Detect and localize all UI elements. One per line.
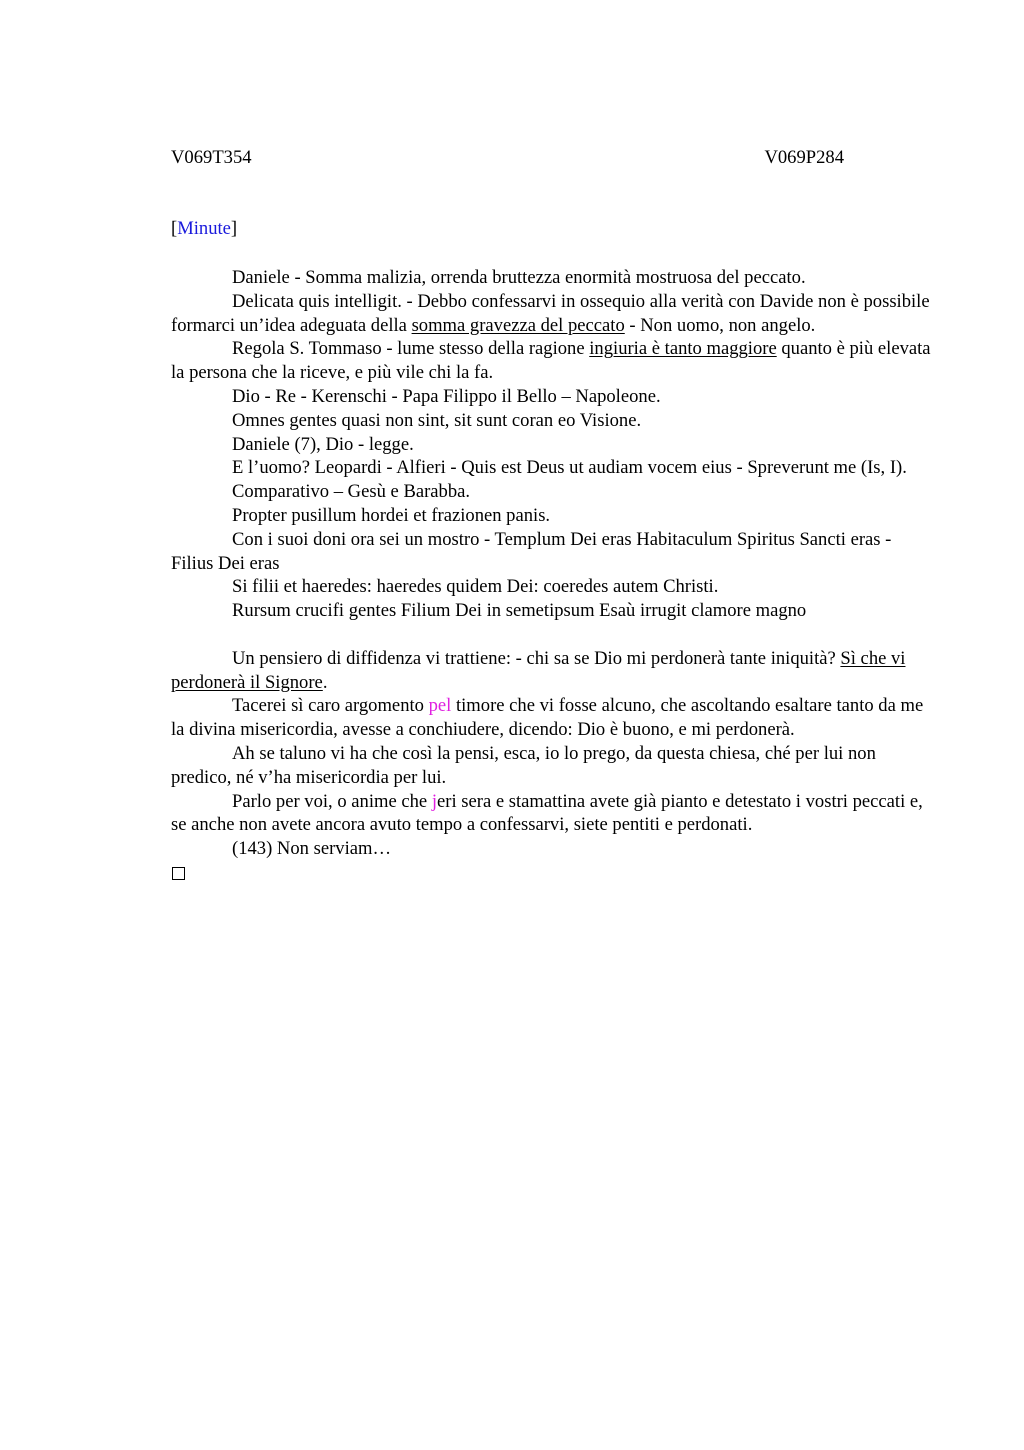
document-code: V069T354 (171, 147, 252, 168)
paragraph: Dio - Re - Kerenschi - Papa Filippo il Bello – Napoleone. (232, 385, 661, 407)
underlined-phrase: ingiuria è tanto maggiore (589, 338, 777, 360)
paragraph: (143) Non serviam… (232, 838, 392, 860)
paragraph: Daniele (7), Dio - legge. (232, 433, 414, 455)
minute-reference (171, 217, 237, 241)
close-bracket: ] (230, 218, 238, 239)
paragraph: Daniele - Somma malizia, orrenda bruttezza enormità mostruosa del peccato. (232, 267, 806, 288)
open-bracket: [ (171, 218, 178, 239)
paragraph: Con i suoi doni ora sei un mostro - Templum Dei eras Habitaculum Spiritus Sancti eras - Filius Dei eras (171, 528, 892, 574)
paragraph: Omnes gentes quasi non sint, sit sunt coran eo Visione. (232, 409, 642, 431)
paragraph: Si filii et haeredes: haeredes quidem Dei: coeredes autem Christi. (232, 576, 719, 598)
underlined-phrase: Sì che vi perdonerà il Signore (171, 647, 906, 693)
paragraph-spacer (171, 623, 931, 647)
paragraph: E l’uomo? Leopardi - Alfieri - Quis est Deus ut audiam vocem eius - Spreverunt me (Is, I). (232, 457, 907, 479)
paragraph: Rursum crucifi gentes Filium Dei in semetipsum Esaù irrugit clamore magno (232, 600, 807, 622)
document-body (171, 266, 931, 887)
end-of-text (171, 861, 931, 887)
paragraph: Ah se taluno vi ha che così la pensi, esca, io lo prego, da questa chiesa, ché per lui non predico, né v’ha misericordia per lui. (171, 742, 876, 788)
paragraph: Parlo per voi, o anime che jeri sera e stamattina avete già pianto e detestato i vostri peccati e, se anche non avete ancora avuto tempo a confessarvi, siete pentiti e perdonati. (171, 790, 923, 836)
page-code: V069P284 (764, 147, 844, 168)
paragraph: Un pensiero di diffidenza vi trattiene: - chi sa se Dio mi perdonerà tante iniquità? Sì che vi perdonerà il Signore. (171, 647, 906, 693)
highlighted-letter: j (431, 790, 437, 812)
square-outline-icon (172, 867, 185, 880)
paragraph: Propter pusillum hordei et frazionen panis. (232, 504, 551, 526)
paragraph: Comparativo – Gesù e Barabba. (232, 481, 471, 503)
highlighted-word: pel (428, 695, 452, 717)
minute-link[interactable]: Minute (177, 218, 231, 239)
page-header (171, 146, 844, 170)
paragraph: Delicata quis intelligit. - Debbo confessarvi in ossequio alla verità con Davide non è possibile formarci un’idea adeguata della somma gravezza del peccato - Non uomo, non angelo. (171, 290, 930, 336)
paragraph: Tacerei sì caro argomento pel timore che vi fosse alcuno, che ascoltando esaltare tanto da me la divina misericordia, avesse a conchiudere, dicendo: Dio è buono, e mi perdonerà. (171, 695, 924, 741)
paragraph: Regola S. Tommaso - lume stesso della ragione ingiuria è tanto maggiore quanto è più elevata la persona che la riceve, e più vile chi la fa. (171, 338, 931, 384)
underlined-phrase: somma gravezza del peccato (411, 314, 625, 336)
